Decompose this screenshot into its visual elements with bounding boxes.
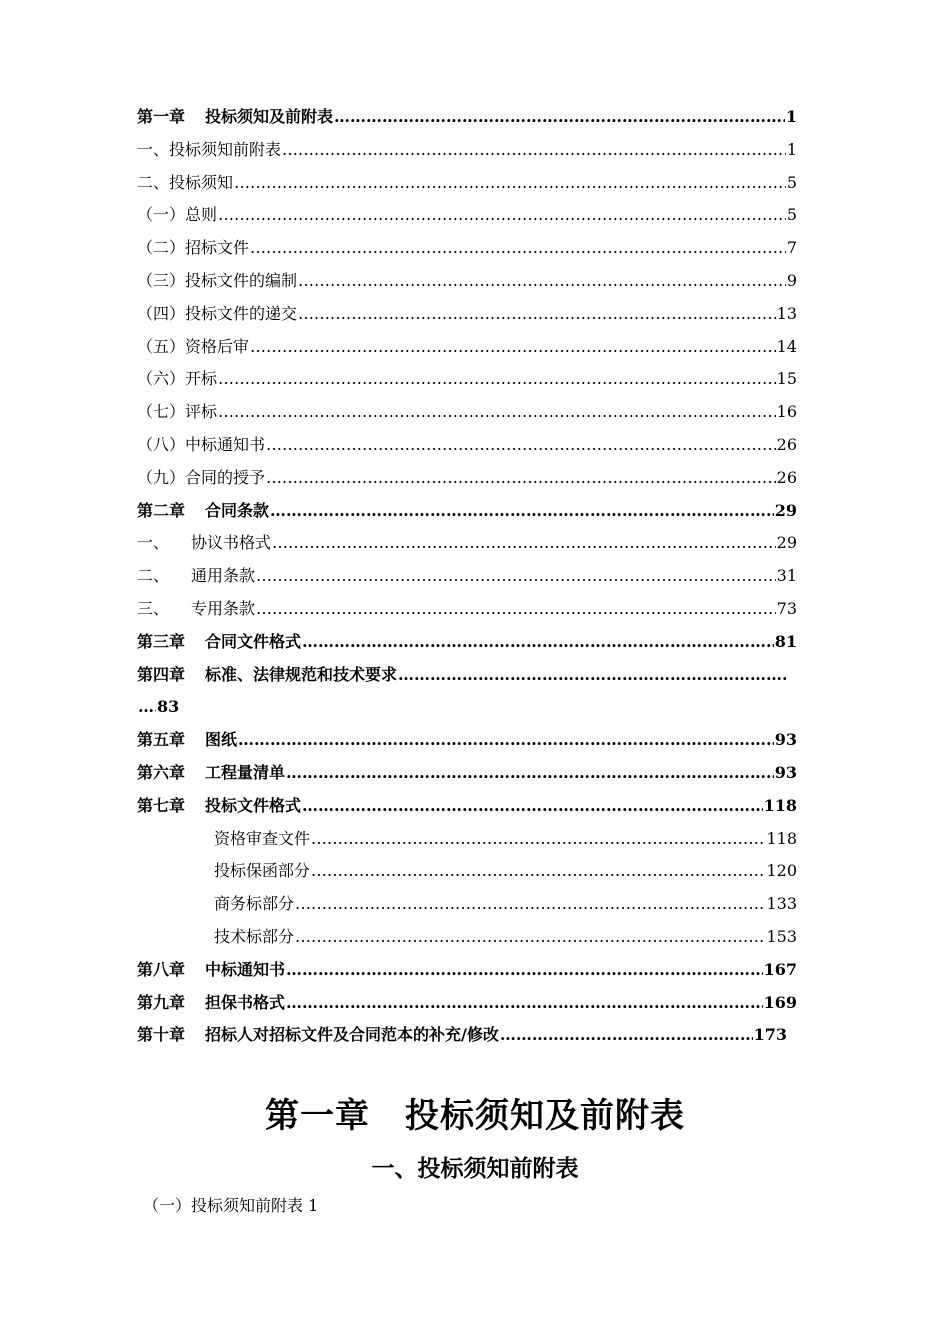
toc-entry[interactable] xyxy=(137,267,797,300)
subsection-heading: （一）投标须知前附表 1 xyxy=(143,1196,319,1215)
toc-entry[interactable] xyxy=(137,136,797,169)
toc-page-number: 1 xyxy=(786,139,797,159)
toc-chapter-label: 第十章 xyxy=(137,1025,186,1045)
toc-page-number: 26 xyxy=(776,434,797,454)
toc-page-number: 5 xyxy=(786,172,797,192)
toc-chapter-label: 第四章 xyxy=(137,664,186,684)
toc-leader-dots xyxy=(256,562,776,590)
toc-leader-dots xyxy=(218,365,776,393)
toc-page-number: 9 xyxy=(786,270,797,290)
toc-entry-label: 专用条款 xyxy=(191,598,256,618)
toc-page-number: 15 xyxy=(776,369,797,389)
toc-leader-dots xyxy=(302,628,774,656)
toc-page-number: 73 xyxy=(776,598,797,618)
toc-page-number: 7 xyxy=(786,238,797,258)
toc-page-number: 167 xyxy=(763,959,797,979)
toc-leader-dots xyxy=(302,792,763,820)
toc-chapter-title: 担保书格式 xyxy=(205,992,286,1012)
toc-chapter-label: 第三章 xyxy=(137,631,186,651)
toc-entry[interactable] xyxy=(137,857,797,890)
toc-chapter-label: 第二章 xyxy=(137,500,186,520)
toc-entry-chapter-2[interactable] xyxy=(137,497,797,530)
toc-chapter-label: 第六章 xyxy=(137,762,186,782)
toc-page-number: 16 xyxy=(776,402,797,422)
toc-page-number: 93 xyxy=(774,762,797,782)
toc-leader-dots xyxy=(500,1021,753,1049)
toc-entry[interactable] xyxy=(137,890,797,923)
toc-entry[interactable] xyxy=(137,464,797,497)
toc-leader-dots xyxy=(286,759,774,787)
toc-entry-label: （六）开标 xyxy=(137,369,218,389)
toc-page-number: 153 xyxy=(766,926,797,946)
toc-page-number: 83 xyxy=(157,697,180,717)
toc-chapter-title: 标准、法律规范和技术要求 xyxy=(205,664,398,684)
toc-chapter-label: 第一章 xyxy=(137,107,186,126)
toc-entry-label: 一、投标须知前附表 xyxy=(137,139,282,159)
toc-leader-dots xyxy=(266,464,776,492)
toc-chapter-title: 图纸 xyxy=(205,730,238,750)
toc-leader-dots xyxy=(298,267,786,295)
toc-entry-chapter-5[interactable] xyxy=(137,726,797,759)
toc-leader-dots xyxy=(266,431,776,459)
toc-entry-label: （三）投标文件的编制 xyxy=(137,270,298,290)
toc-entry-label: （八）中标通知书 xyxy=(137,434,266,454)
toc-entry-label: 投标保函部分 xyxy=(214,861,311,881)
toc-entry-label: 二、投标须知 xyxy=(137,172,234,192)
toc-entry[interactable] xyxy=(137,365,797,398)
toc-leader-dots xyxy=(398,661,786,689)
toc-entry-chapter-6[interactable] xyxy=(137,759,797,792)
toc-leader-dots xyxy=(250,234,786,262)
toc-entry-label: （五）资格后审 xyxy=(137,336,250,356)
toc-entry[interactable] xyxy=(137,529,797,562)
toc-entry-label: 技术标部分 xyxy=(214,926,295,946)
toc-page-number: 14 xyxy=(776,336,797,356)
toc-leader-dots xyxy=(282,136,786,164)
toc-leader-dots xyxy=(295,923,765,951)
toc-page-number: 29 xyxy=(776,533,797,553)
toc-leader-dots xyxy=(138,693,156,721)
toc-chapter-title: 合同条款 xyxy=(205,500,270,520)
toc-leader-dots xyxy=(234,169,786,197)
toc-leader-dots xyxy=(218,201,786,229)
toc-entry-label: 资格审查文件 xyxy=(214,828,311,848)
toc-entry-label: 通用条款 xyxy=(191,566,256,586)
toc-entry-label: 商务标部分 xyxy=(214,894,295,914)
toc-entry-label: （九）合同的授予 xyxy=(137,467,266,487)
toc-leader-dots xyxy=(298,300,776,328)
toc-entry-chapter-1[interactable] xyxy=(137,103,797,136)
toc-page-number: 118 xyxy=(763,795,797,815)
toc-leader-dots xyxy=(286,989,763,1017)
toc-chapter-title: 合同文件格式 xyxy=(205,631,302,651)
toc-entry-label: （一）总则 xyxy=(137,205,218,225)
toc-leader-dots xyxy=(334,103,785,131)
toc-page-number: 173 xyxy=(753,1025,787,1045)
toc-chapter-label: 第七章 xyxy=(137,795,186,815)
toc-entry-number: 一、 xyxy=(137,533,170,553)
toc-entry-label: 协议书格式 xyxy=(191,533,272,553)
toc-entry-label: （二）招标文件 xyxy=(137,238,250,258)
toc-page-number: 26 xyxy=(776,467,797,487)
toc-chapter-label: 第八章 xyxy=(137,959,186,979)
toc-chapter-title: 投标文件格式 xyxy=(205,795,302,815)
toc-entry-chapter-8[interactable] xyxy=(137,956,797,989)
toc-entry[interactable] xyxy=(137,234,797,267)
toc-page-number: 29 xyxy=(774,500,797,520)
toc-chapter-title: 中标通知书 xyxy=(205,959,286,979)
toc-entry-chapter-10[interactable] xyxy=(137,1021,787,1054)
toc-entry-number: 二、 xyxy=(137,566,170,586)
toc-leader-dots xyxy=(286,956,763,984)
toc-entry-label: （七）评标 xyxy=(137,402,218,422)
toc-chapter-title: 工程量清单 xyxy=(205,762,286,782)
toc-chapter-label: 第九章 xyxy=(137,992,186,1012)
toc-page-number: 31 xyxy=(776,566,797,586)
toc-entry[interactable] xyxy=(137,201,797,234)
toc-leader-dots xyxy=(272,529,776,557)
toc-entry[interactable] xyxy=(137,562,797,595)
toc-leader-dots xyxy=(250,333,776,361)
toc-entry[interactable] xyxy=(137,300,797,333)
toc-page-number: 120 xyxy=(766,861,797,881)
toc-page-number: 118 xyxy=(766,828,797,848)
toc-entry[interactable] xyxy=(137,333,797,366)
chapter-heading: 第一章 投标须知及前附表 xyxy=(265,1096,685,1136)
toc-entry[interactable] xyxy=(137,169,797,202)
toc-page-number: 93 xyxy=(774,730,797,750)
toc-entry[interactable] xyxy=(137,398,797,431)
toc-leader-dots xyxy=(295,890,765,918)
toc-entry-chapter-4-continued[interactable] xyxy=(137,693,797,726)
toc-page-number: 133 xyxy=(766,894,797,914)
toc-entry[interactable] xyxy=(137,923,797,956)
toc-page-number: 5 xyxy=(786,205,797,225)
table-of-contents xyxy=(137,103,797,1054)
toc-leader-dots xyxy=(311,825,765,853)
toc-leader-dots xyxy=(218,398,776,426)
section-heading: 一、投标须知前附表 xyxy=(371,1155,579,1182)
toc-entry-chapter-9[interactable] xyxy=(137,989,797,1022)
toc-entry-number: 三、 xyxy=(137,598,170,618)
toc-leader-dots xyxy=(311,857,765,885)
toc-chapter-title: 投标须知及前附表 xyxy=(205,107,334,126)
toc-page-number: 169 xyxy=(763,992,797,1012)
toc-entry-label: （四）投标文件的递交 xyxy=(137,303,298,323)
toc-page-number: 13 xyxy=(776,303,797,323)
toc-entry-chapter-3[interactable] xyxy=(137,628,797,661)
toc-chapter-title: 招标人对招标文件及合同范本的补充/修改 xyxy=(205,1025,499,1045)
toc-leader-dots xyxy=(238,726,774,754)
toc-entry[interactable] xyxy=(137,595,797,628)
toc-leader-dots xyxy=(256,595,776,623)
toc-page-number: 81 xyxy=(774,631,797,651)
toc-chapter-label: 第五章 xyxy=(137,730,186,750)
toc-entry-chapter-7[interactable] xyxy=(137,792,797,825)
toc-entry[interactable] xyxy=(137,431,797,464)
toc-entry-chapter-4[interactable] xyxy=(137,661,787,694)
toc-page-number: 1 xyxy=(785,107,797,126)
toc-leader-dots xyxy=(270,497,774,525)
toc-entry[interactable] xyxy=(137,825,797,858)
